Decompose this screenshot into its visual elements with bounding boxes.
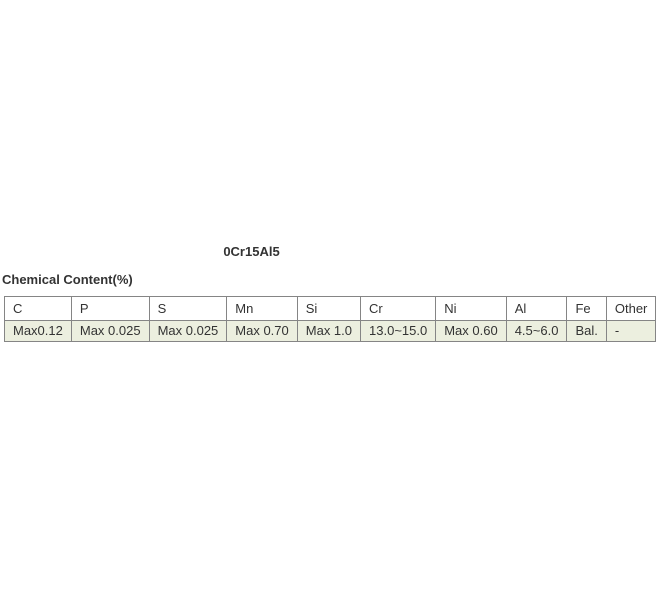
value-cell-Other: - (606, 321, 656, 342)
value-cell-Mn: Max 0.70 (227, 321, 297, 342)
value-cell-Ni: Max 0.60 (436, 321, 506, 342)
value-cell-Cr: 13.0~15.0 (361, 321, 436, 342)
column-header-Other: Other (606, 297, 656, 321)
column-header-C: C (5, 297, 72, 321)
section-label: Chemical Content(%) (2, 272, 133, 287)
column-header-S: S (149, 297, 227, 321)
table-value-row (5, 321, 656, 342)
column-header-Si: Si (297, 297, 360, 321)
value-cell-Fe: Bal. (567, 321, 606, 342)
column-header-P: P (71, 297, 149, 321)
column-header-Fe: Fe (567, 297, 606, 321)
column-header-Mn: Mn (227, 297, 297, 321)
column-header-Cr: Cr (361, 297, 436, 321)
column-header-Ni: Ni (436, 297, 506, 321)
chemical-content-table (4, 296, 656, 342)
column-header-Al: Al (506, 297, 567, 321)
material-title: 0Cr15Al5 (223, 244, 280, 259)
value-cell-Si: Max 1.0 (297, 321, 360, 342)
value-cell-Al: 4.5~6.0 (506, 321, 567, 342)
value-cell-S: Max 0.025 (149, 321, 227, 342)
value-cell-P: Max 0.025 (71, 321, 149, 342)
table-header-row (5, 297, 656, 321)
value-cell-C: Max0.12 (5, 321, 72, 342)
